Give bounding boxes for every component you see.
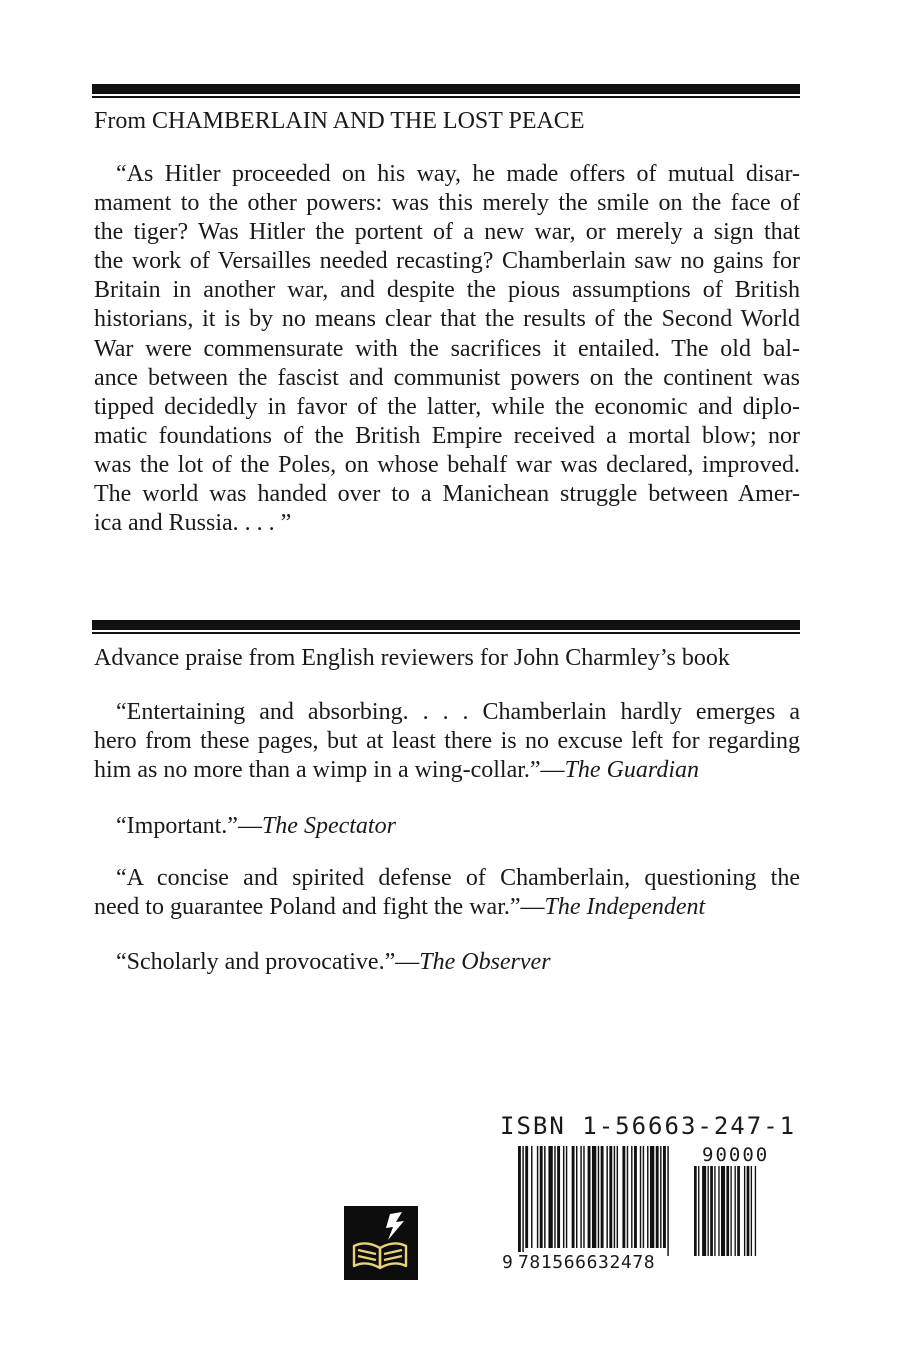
praise-heading: Advance praise from English reviewers for John Charmley’s book <box>94 645 730 671</box>
barcode-digits: 781566632478 <box>518 1252 656 1273</box>
barcode-bar <box>634 1146 637 1248</box>
quote-line <box>94 812 800 841</box>
barcode-addon-bar <box>747 1166 750 1256</box>
barcode-bar <box>622 1146 625 1248</box>
excerpt-line: tipped decidedly in favor of the latter, while the economic and diplo- <box>94 393 800 420</box>
publisher-logo <box>344 1206 418 1280</box>
praise-quote-guardian <box>94 698 800 785</box>
praise-quote-observer <box>94 948 800 977</box>
quote-line <box>94 893 800 922</box>
barcode-bar <box>537 1146 538 1248</box>
barcode-bar <box>554 1146 555 1248</box>
barcode-bar <box>580 1146 581 1248</box>
barcode-bar <box>663 1146 666 1248</box>
isbn-label: ISBN 1-56663-247-1 <box>500 1112 797 1140</box>
excerpt-line: the tiger? Was Hitler the portent of a new war, or merely a sign that <box>94 219 800 246</box>
quote-source: The Guardian <box>564 757 700 783</box>
barcode-bar <box>598 1146 599 1248</box>
excerpt-line: the work of Versailles needed recasting? Chamberlain saw no gains for <box>94 248 800 275</box>
excerpt-heading: From CHAMBERLAIN AND THE LOST PEACE <box>94 108 585 134</box>
barcode-addon-bar <box>755 1166 756 1256</box>
quote-text: “Scholarly and provocative.”— <box>116 949 420 975</box>
excerpt-line: The world was handed over to a Manichean struggle between Amer- <box>94 481 800 508</box>
barcode-bar <box>557 1146 560 1248</box>
barcode-addon-bar <box>694 1166 697 1256</box>
barcode-bar <box>650 1146 654 1248</box>
excerpt-line: was the lot of the Poles, on whose behalf war was declared, improved. <box>94 451 800 478</box>
barcode-bar <box>588 1146 591 1248</box>
barcode-addon-bar <box>726 1166 729 1256</box>
quote-text: him as no more than a wimp in a wing-collar.”— <box>94 757 565 783</box>
quote-source: The Independent <box>544 894 706 920</box>
barcode-addon-bar <box>718 1166 719 1256</box>
quote-text: need to guarantee Poland and fight the war.”— <box>94 894 545 920</box>
barcode-bar <box>548 1146 552 1248</box>
barcode-bar <box>572 1146 575 1248</box>
barcode-bar <box>566 1146 567 1248</box>
barcode-bar <box>531 1146 532 1248</box>
barcode-bar <box>522 1146 523 1256</box>
barcode-bar <box>660 1146 661 1248</box>
barcode-addon-number: 90000 <box>702 1144 770 1166</box>
top-rule <box>92 84 800 98</box>
barcode-bar <box>640 1146 641 1248</box>
barcode-bar <box>576 1146 577 1248</box>
barcode-bar <box>592 1146 596 1248</box>
barcode-addon-bar <box>737 1166 740 1256</box>
barcode-addon-bar <box>721 1166 725 1256</box>
barcode-bar <box>627 1146 628 1248</box>
praise-quote-independent <box>94 864 800 922</box>
quote-text: “Important.”— <box>116 813 262 839</box>
excerpt-line: mament to the other powers: was this merely the smile on the face of <box>94 190 800 217</box>
barcode-bar <box>609 1146 612 1248</box>
excerpt-line: “As Hitler proceeded on his way, he made offers of mutual disar- <box>116 161 800 187</box>
barcode-bar <box>656 1146 659 1248</box>
quote-line <box>94 756 800 785</box>
barcode-bar <box>617 1146 618 1248</box>
quote-line: hero from these pages, but at least there is no excuse left for regarding <box>94 728 800 754</box>
excerpt-quote <box>94 160 800 538</box>
praise-quote-spectator <box>94 812 800 841</box>
barcode-bar <box>563 1146 564 1248</box>
excerpt-line: Britain in another war, and despite the pious assumptions of British <box>94 277 800 304</box>
quote-line: “A concise and spirited defense of Chamberlain, questioning the <box>116 865 800 891</box>
barcode-bar <box>540 1146 543 1248</box>
barcode-prefix-digit: 9 <box>502 1252 513 1273</box>
barcode-addon-bar <box>702 1166 706 1256</box>
quote-line <box>94 948 800 977</box>
barcode-bar <box>518 1146 521 1256</box>
excerpt-line: matic foundations of the British Empire received a mortal blow; nor <box>94 422 800 449</box>
middle-rule <box>92 620 800 634</box>
barcode-bar <box>643 1146 644 1248</box>
excerpt-line: ance between the fascist and communist powers on the continent was <box>94 364 800 391</box>
barcode-addon-bar <box>714 1166 715 1256</box>
excerpt-line: War were commensurate with the sacrifices it entailed. The old bal- <box>94 335 800 362</box>
barcode-bar <box>614 1146 615 1248</box>
barcode-addon-bar <box>730 1166 731 1256</box>
barcode-bar <box>631 1146 632 1248</box>
barcode-bar <box>525 1146 528 1248</box>
barcode-addon-bar <box>735 1166 736 1256</box>
barcode-bar <box>601 1146 604 1248</box>
barcode-bar <box>544 1146 545 1248</box>
barcode-addon-bar <box>708 1166 709 1256</box>
open-book-lightning-icon <box>344 1206 418 1280</box>
barcode-addon-bar <box>744 1166 745 1256</box>
quote-line: “Entertaining and absorbing. . . . Chamberlain hardly emerges a <box>116 699 800 725</box>
excerpt-line: historians, it is by no means clear that the results of the Second World <box>94 306 800 333</box>
barcode-addon-bar <box>710 1166 713 1256</box>
barcode-bar <box>606 1146 607 1248</box>
barcode-addon-bar <box>698 1166 699 1256</box>
quote-source: The Observer <box>419 949 551 975</box>
barcode-bar <box>647 1146 648 1248</box>
excerpt-line: ica and Russia. . . . ” <box>94 510 292 537</box>
barcode-addon-bar <box>751 1166 752 1256</box>
barcode-bar <box>667 1146 668 1256</box>
quote-source: The Spectator <box>261 813 396 839</box>
barcode-bar <box>583 1146 584 1248</box>
